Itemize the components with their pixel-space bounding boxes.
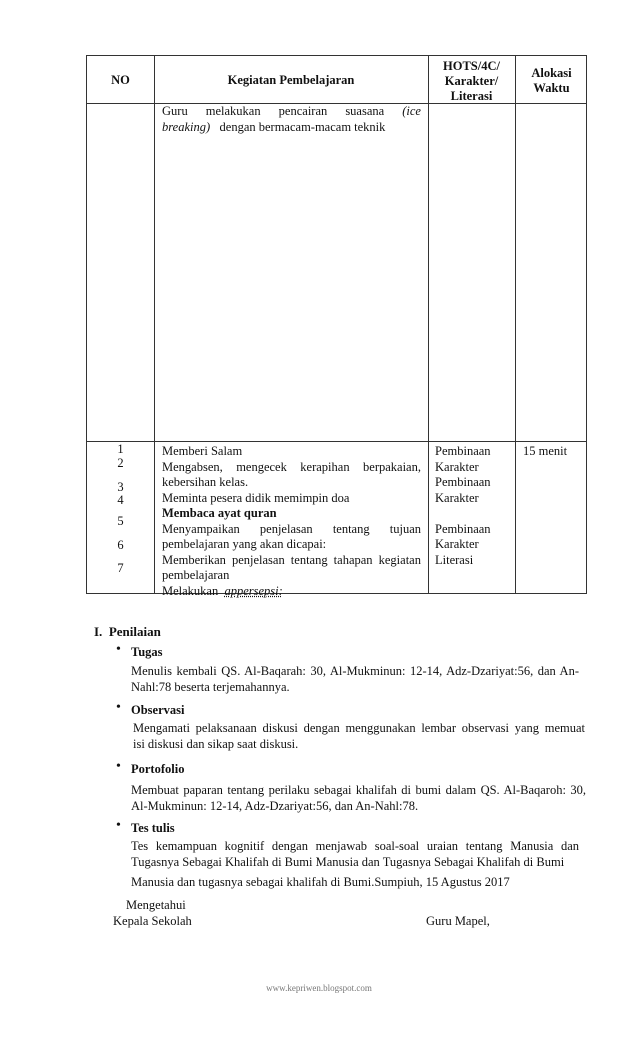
hots-line: Pembinaan [435,444,491,458]
activity-line [162,522,421,538]
header-no: NO [111,73,130,87]
word: Mengabsen, [162,459,223,474]
row1-kegiatan [162,104,421,135]
body-line: Nahl:78 beserta terjemahannya. [131,680,290,694]
guru-mapel-label: Guru Mapel, [426,914,490,928]
bullet-icon: • [116,642,121,657]
row2-kegiatan [162,444,421,599]
header-hots-line: Literasi [450,89,493,103]
section-heading [94,624,161,640]
activity-line: Meminta pesera didik memimpin doa [162,490,350,505]
row-number: 6 [117,538,124,552]
table-divider [515,56,516,593]
header-alokasi [515,66,588,96]
activity-line: pembelajaran yang akan dicapai: [162,537,327,551]
italic-term: breaking) [162,119,211,134]
word: mengecek [236,459,287,474]
activity-line: kebersihan kelas. [162,475,249,489]
row-number: 7 [117,561,124,575]
word: tentang [332,521,370,536]
word: tahapan [333,552,373,567]
footer-watermark: www.kepriwen.blogspot.com [266,983,372,993]
word: pencairan [278,104,328,118]
row1-line [162,120,421,136]
lesson-activity-table [86,55,587,598]
spacer [435,506,513,522]
hots-line: Karakter [435,490,479,505]
word: suasana [345,104,385,118]
date-place-line: Manusia dan tugasnya sebagai khalifah di Bumi.Sumpiuh, 15 Agustus 2017 [131,875,510,889]
word: Menyampaikan [162,521,240,536]
bullet-icon: • [116,818,121,833]
body-line: Al-Mukminun: 12-14, Adz-Dzariyat:56, dan An-Nahl:78. [131,799,419,813]
body-line: Tes kemampuan kognitif dengan menjawab soal-soal uraian tentang Manusia dan [131,839,579,853]
hots-line: Karakter [435,537,479,551]
word: penjelasan [231,552,285,567]
row2-alokasi: 15 menit [523,444,568,458]
hots-line: Literasi [435,552,474,567]
header-hots-line: HOTS/4C/ [443,59,500,73]
header-alokasi-line: Alokasi [531,66,572,80]
table-divider [87,441,586,442]
body-line: Mengamati pelaksanaan diskusi dengan menggunakan lembar observasi yang memuat [133,721,585,735]
italic-term: appersepsi: [224,583,283,598]
row1-line [162,104,421,120]
item-body-tugas [131,663,579,695]
header-alokasi-line: Waktu [533,81,570,95]
word: penjelasan [259,521,313,536]
body-line: Menulis kembali QS. Al-Baqarah: 30, Al-Mukminun: 12-14, Adz-Dzariyat:56, dan An- [131,664,579,678]
word: kerapihan [300,459,350,474]
activity-line [162,553,421,569]
body-line: Tugasnya Sebagai Khalifah di Bumi Manusia dan Tugasnya Sebagai Khalifah di Bumi [131,855,565,869]
activity-line [162,460,421,476]
body-line: isi diskusi dan sikap saat diskusi. [133,737,299,751]
header-kegiatan: Kegiatan Pembelajaran [227,73,355,87]
row2-hots [435,444,513,568]
word: (ice [402,104,421,118]
row-number: 1 [117,442,124,456]
hots-line: Pembinaan [435,521,491,536]
item-title-tugas: Tugas [131,645,163,659]
word: tentang [290,552,328,567]
row-number: 2 [117,456,124,470]
row-number: 3 [117,480,124,494]
row1-text: dengan bermacam-macam teknik [219,119,386,134]
word: Guru [162,104,188,118]
hots-line: Karakter [435,459,479,474]
mengetahui-label: Mengetahui [126,898,186,912]
word: kegiatan [378,552,421,567]
word: Memberikan [162,552,226,567]
word: berpakaian, [363,459,421,474]
activity-line [162,584,421,600]
item-title-tes-tulis: Tes tulis [131,821,175,835]
item-body-observasi [133,720,585,752]
header-hots [428,59,515,104]
item-title-portofolio: Portofolio [131,762,185,776]
section-title: Penilaian [108,624,161,639]
activity-line: pembelajaran [162,568,230,582]
kepala-sekolah-label: Kepala Sekolah [113,914,192,928]
activity-line: Membaca ayat quran [162,506,277,520]
word: tujuan [389,521,421,536]
row-number: 5 [117,514,124,528]
bullet-icon: • [116,759,121,774]
word: melakukan [205,104,261,118]
header-hots-line: Karakter/ [444,74,499,88]
body-line: Membuat paparan tentang perilaku sebagai khalifah di bumi dalam QS. Al-Baqaroh: 30, [131,783,586,797]
item-body-portofolio [131,782,586,814]
bullet-icon: • [116,700,121,715]
hots-line: Pembinaan [435,475,491,489]
item-title-observasi: Observasi [131,703,185,717]
row-number: 4 [117,493,124,507]
table-divider [154,56,155,593]
word: Melakukan [162,583,219,598]
item-body-tes-tulis [131,838,579,870]
table-divider [428,56,429,593]
section-number: I. [94,624,103,639]
activity-line: Memberi Salam [162,444,243,458]
